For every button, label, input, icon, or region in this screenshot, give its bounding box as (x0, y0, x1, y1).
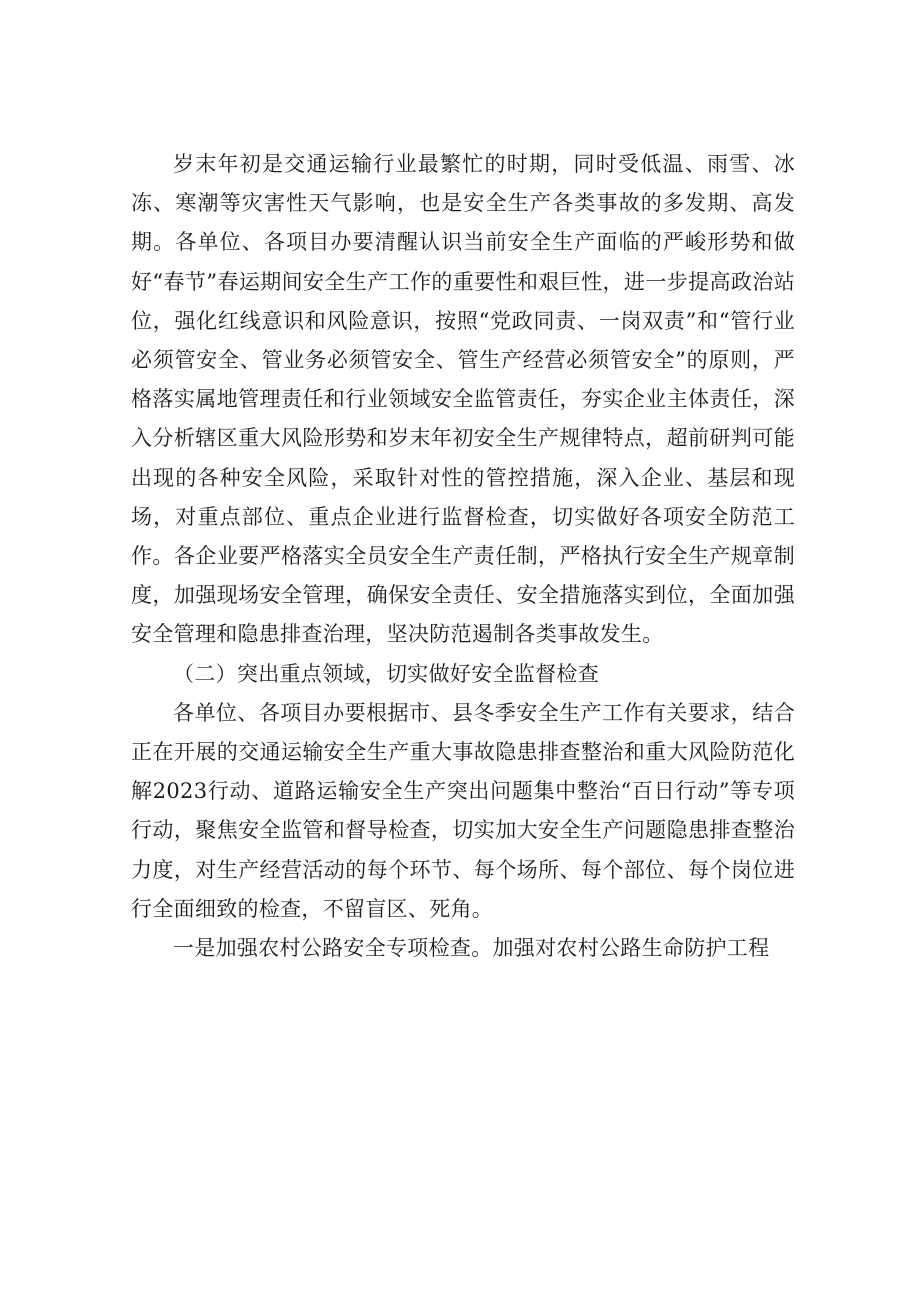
paragraph-rural-road-inspection: 一是加强农村公路安全专项检查。加强对农村公路生命防护工程 (173, 936, 770, 961)
section-heading-2: （二）突出重点领域，切实做好安全监督检查 (173, 661, 599, 686)
document-body (131, 145, 795, 968)
paragraph-safety-responsibility: 岁末年初是交通运输行业最繁忙的时期，同时受低温、雨雪、冰冻、寒潮等灾害性天气影响，也是安全生产各类事故的多发期、高发期。各单位、各项目办要清醒认识当前安全生产面临的严峻形势和做好“春节”春运期间安全生产工作的重要性和艰巨性，进一步提高政治站位，强化红线意识和风险意识，按照“党政同责、一岗双责”和“管行业必须管安全、管业务必须管安全、管生产经营必须管安全”的原则，严格落实属地管理责任和行业领域安全监管责任，夯实企业主体责任，深入分析辖区重大风险形势和岁末年初安全生产规律特点，超前研判可能出现的各种安全风险，采取针对性的管控措施，深入企业、基层和现场，对重点部位、重点企业进行监督检查，切实做好各项安全防范工作。各企业要严格落实全员安全生产责任制，严格执行安全生产规章制度，加强现场安全管理，确保安全责任、安全措施落实到位，全面加强安全管理和隐患排查治理，坚决防范遏制各类事故发生。 (131, 152, 795, 647)
paragraph-inspection-requirements: 各单位、各项目办要根据市、县冬季安全生产工作有关要求，结合正在开展的交通运输安全生产重大事故隐患排查整治和重大风险防范化解2023行动、道路运输安全生产突出问题集中整治“百日行动”等专项行动，聚焦安全监管和督导检查，切实加大安全生产问题隐患排查整治力度，对生产经营活动的每个环节、每个场所、每个部位、每个岗位进行全面细致的检查，不留盲区、死角。 (131, 700, 795, 921)
